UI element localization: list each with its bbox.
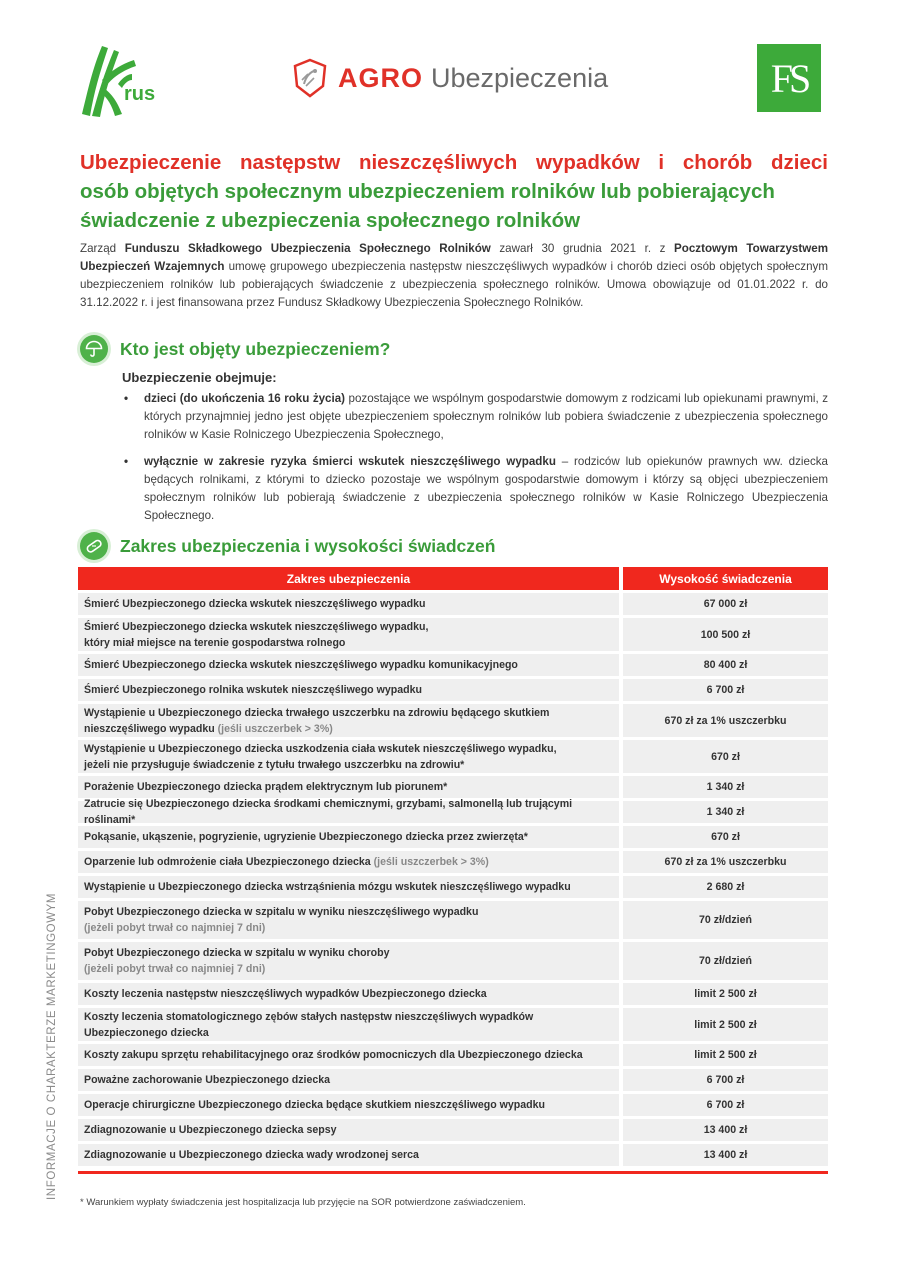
table-row: [78, 942, 828, 980]
table-row: [78, 851, 828, 873]
benefit-amount: 1 340 zł: [623, 801, 828, 823]
page-title: [80, 148, 828, 235]
bullet-bold: wyłącznie w zakresie ryzyka śmierci wskutek nieszczęśliwego wypadku: [144, 455, 556, 468]
benefit-amount: 1 340 zł: [623, 776, 828, 798]
benefit-amount: limit 2 500 zł: [623, 1044, 828, 1066]
benefit-description: Operacje chirurgiczne Ubezpieczonego dziecka będące skutkiem nieszczęśliwego wypadku: [78, 1094, 619, 1116]
benefit-description: Śmierć Ubezpieczonego rolnika wskutek nieszczęśliwego wypadku: [78, 679, 619, 701]
table-row: [78, 1008, 828, 1041]
benefit-amount: 70 zł/dzień: [623, 942, 828, 980]
benefit-amount: limit 2 500 zł: [623, 983, 828, 1005]
agro-suffix: Ubezpieczenia: [431, 62, 609, 93]
table-row: [78, 740, 828, 773]
title-line-1: Ubezpieczenie następstw nieszczęśliwych wypadków i chorób dzieci: [80, 151, 828, 174]
table-row: [78, 876, 828, 898]
benefit-description: Koszty leczenia następstw nieszczęśliwych wypadków Ubezpieczonego dziecka: [78, 983, 619, 1005]
benefit-description: Pobyt Ubezpieczonego dziecka w szpitalu w wyniku choroby (jeżeli pobyt trwał co najmniej 7 dni): [78, 942, 619, 980]
list-item: [122, 453, 828, 525]
section-title-scope: Zakres ubezpieczenia i wysokości świadczeń: [120, 535, 496, 556]
table-row: [78, 704, 828, 737]
table-row: [78, 776, 828, 798]
benefit-description: Oparzenie lub odmrożenie ciała Ubezpieczonego dziecka (jeśli uszczerbek > 3%): [78, 851, 619, 873]
column-header-amount: Wysokość świadczenia: [623, 567, 828, 590]
table-row: [78, 654, 828, 676]
agro-shield-icon: [292, 58, 328, 98]
table-row: [78, 826, 828, 848]
footnote: * Warunkiem wypłaty świadczenia jest hospitalizacja lub przyjęcie na SOR potwierdzone zaświadczeniem.: [80, 1197, 526, 1208]
table-row: [78, 679, 828, 701]
benefit-amount: 67 000 zł: [623, 593, 828, 615]
benefit-description: Zatrucie się Ubezpieczonego dziecka środkami chemicznymi, grzybami, salmonellą lub trującymi roślinami*: [78, 801, 619, 823]
benefit-amount: 80 400 zł: [623, 654, 828, 676]
benefit-amount: 6 700 zł: [623, 1069, 828, 1091]
benefit-amount: 670 zł za 1% uszczerbku: [623, 851, 828, 873]
table-header: [78, 567, 828, 590]
table-row: [78, 593, 828, 615]
benefit-description: Śmierć Ubezpieczonego dziecka wskutek nieszczęśliwego wypadku: [78, 593, 619, 615]
agro-name: AGRO: [338, 62, 423, 93]
table-row: [78, 798, 828, 826]
table-row: [78, 1144, 828, 1166]
benefit-description: Śmierć Ubezpieczonego dziecka wskutek nieszczęśliwego wypadku, który miał miejsce na terenie gospodarstwa rolnego: [78, 618, 619, 651]
title-line-2: osób objętych społecznym ubezpieczeniem rolników lub pobierających: [80, 180, 775, 203]
intro-bold-insurer: Pocztowym Towarzystwem Ubezpieczeń Wzajemnych: [80, 242, 829, 273]
benefit-amount: 2 680 zł: [623, 876, 828, 898]
bandage-icon: [80, 532, 108, 560]
svg-text:rus: rus: [124, 83, 156, 105]
benefits-table: [78, 567, 828, 1174]
benefit-description: Wystąpienie u Ubezpieczonego dziecka uszkodzenia ciała wskutek nieszczęśliwego wypadku, jeżeli nie przysługuje świadczenie z tytułu trwałego uszczerbku na zdrowiu*: [78, 740, 619, 773]
benefit-amount: 70 zł/dzień: [623, 901, 828, 939]
benefit-amount: 670 zł za 1% uszczerbku: [623, 704, 828, 737]
table-row: [78, 1094, 828, 1116]
benefit-description: Pobyt Ubezpieczonego dziecka w szpitalu w wyniku nieszczęśliwego wypadku (jeżeli pobyt trwał co najmniej 7 dni): [78, 901, 619, 939]
intro-paragraph: [80, 240, 828, 312]
benefit-amount: 13 400 zł: [623, 1119, 828, 1141]
section-title-coverage: Kto jest objęty ubezpieczeniem?: [120, 338, 391, 359]
intro-text: umowę grupowego ubezpieczenia następstw nieszczęśliwych wypadków i chorób dzieci osób objętych społecznym ubezpieczeniem rolników lub pobierających świadczenie z ubezpieczenia społecznego rolników. Umowa obowiązuje od 01.01.2022 r. do 31.12.2022 r. i jest finansowana przez Fundusz Składkowy Ubezpieczenia Społecznego Rolników.: [80, 260, 829, 309]
section-header-coverage: [80, 335, 390, 363]
table-row: [78, 618, 828, 651]
bullet-text: pozostające we wspólnym gospodarstwie domowym z rodzicami lub opiekunami prawnymi, z których przynajmniej jedno jest objęte ubezpieczeniem społecznym rolników lub pobiera świadczenie z ubezpieczenia społecznego rolników w Kasie Rolniczego Ubezpieczenia Społecznego,: [144, 392, 828, 441]
intro-text: zawarł 30 grudnia 2021 r. z: [490, 242, 675, 255]
benefit-description: Koszty zakupu sprzętu rehabilitacyjnego oraz środków pomocniczych dla Ubezpieczonego dziecka: [78, 1044, 619, 1066]
fs-logo: FS: [757, 44, 821, 112]
benefit-amount: 100 500 zł: [623, 618, 828, 651]
agro-ubezpieczenia-logo: [292, 56, 608, 100]
benefit-description: Poważne zachorowanie Ubezpieczonego dziecka: [78, 1069, 619, 1091]
benefit-amount: limit 2 500 zł: [623, 1008, 828, 1041]
table-row: [78, 901, 828, 939]
table-row: [78, 1044, 828, 1066]
header: [0, 36, 900, 126]
benefit-amount: 670 zł: [623, 826, 828, 848]
bullet-text: – rodziców lub opiekunów prawnych ww. dziecka będących rolnikami, z którymi to dziecko pozostaje we wspólnym gospodarstwie domowym i którzy są objęci ubezpieczeniem społecznym rolników lub pobierają świadczenie z ubezpieczenia społecznego rolników w Kasie Rolniczego Ubezpieczenia Społecznego.: [144, 455, 828, 522]
intro-bold-fund: Funduszu Składkowego Ubezpieczenia Społecznego Rolników: [124, 242, 491, 255]
benefit-amount: 13 400 zł: [623, 1144, 828, 1166]
coverage-subtitle: Ubezpieczenie obejmuje:: [122, 370, 277, 385]
table-body: [78, 593, 828, 1166]
benefit-description: Zdiagnozowanie u Ubezpieczonego dziecka sepsy: [78, 1119, 619, 1141]
title-line-3: świadczenie z ubezpieczenia społecznego rolników: [80, 209, 581, 232]
table-row: [78, 983, 828, 1005]
marketing-side-label: INFORMACJE O CHARAKTERZE MARKETINGOWYM: [46, 892, 58, 1200]
benefit-amount: 670 zł: [623, 740, 828, 773]
intro-text: Zarząd: [80, 242, 125, 255]
benefit-description: Wystąpienie u Ubezpieczonego dziecka wstrząśnienia mózgu wskutek nieszczęśliwego wypadku: [78, 876, 619, 898]
umbrella-icon: [80, 335, 108, 363]
benefit-amount: 6 700 zł: [623, 1094, 828, 1116]
table-row: [78, 1069, 828, 1091]
benefit-description: Zdiagnozowanie u Ubezpieczonego dziecka wady wrodzonej serca: [78, 1144, 619, 1166]
table-bottom-rule: [78, 1171, 828, 1174]
benefit-description: Śmierć Ubezpieczonego dziecka wskutek nieszczęśliwego wypadku komunikacyjnego: [78, 654, 619, 676]
table-row: [78, 1119, 828, 1141]
benefit-description: Wystąpienie u Ubezpieczonego dziecka trwałego uszczerbku na zdrowiu będącego skutkiem nieszczęśliwego wypadku (jeśli uszczerbek > 3%): [78, 704, 619, 737]
bullet-bold: dzieci (do ukończenia 16 roku życia): [144, 392, 346, 405]
benefit-description: Koszty leczenia stomatologicznego zębów stałych następstw nieszczęśliwych wypadków Ubezpieczonego dziecka: [78, 1008, 619, 1041]
list-item: [122, 390, 828, 444]
coverage-list: [122, 390, 828, 534]
benefit-description: Pokąsanie, ukąszenie, pogryzienie, ugryzienie Ubezpieczonego dziecka przez zwierzęta*: [78, 826, 619, 848]
benefit-amount: 6 700 zł: [623, 679, 828, 701]
benefit-description: Porażenie Ubezpieczonego dziecka prądem elektrycznym lub piorunem*: [78, 776, 619, 798]
section-header-scope: [80, 532, 495, 560]
column-header-scope: Zakres ubezpieczenia: [78, 567, 619, 590]
krus-logo: [78, 40, 166, 120]
